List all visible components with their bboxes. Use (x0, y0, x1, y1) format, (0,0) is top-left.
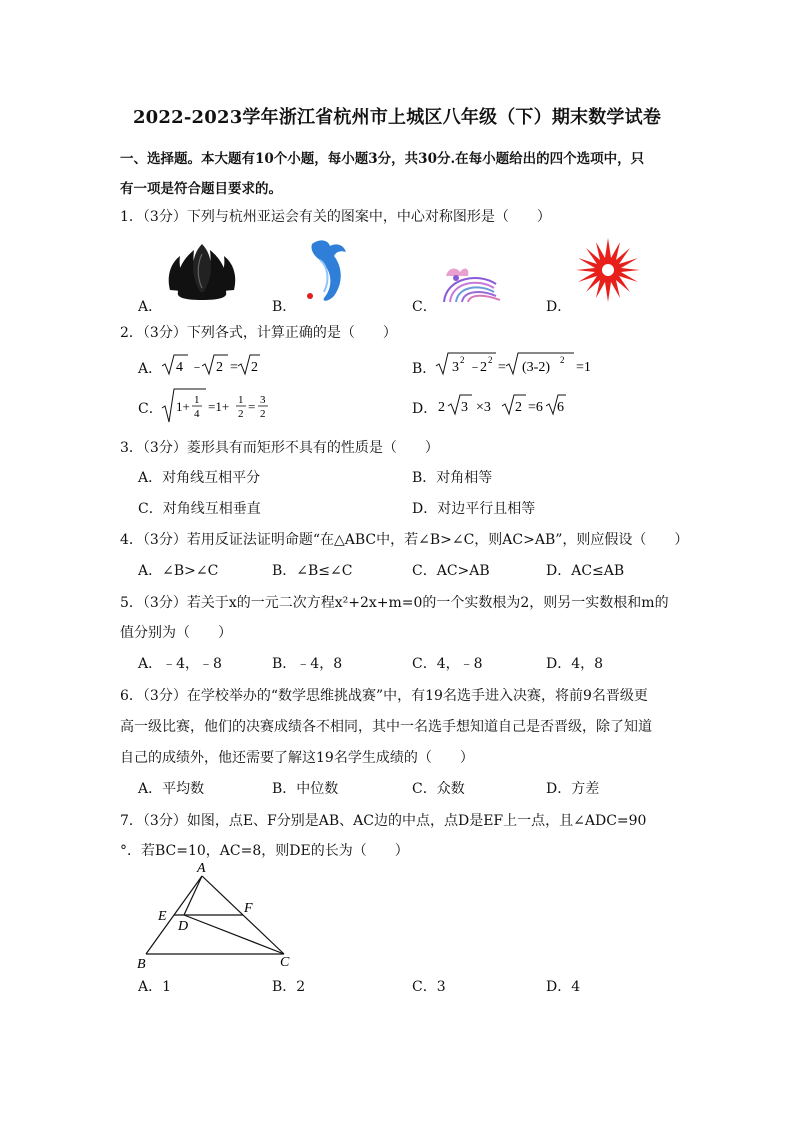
point-label-d: D (178, 919, 189, 934)
section-heading (120, 144, 680, 204)
q2b-paren: (3-2) (522, 360, 550, 375)
q7-option-c: C．3 (412, 979, 446, 995)
q1-option-b-fish-icon (294, 236, 354, 306)
point-label-c: C (280, 955, 290, 970)
svg-text:﹣: ﹣ (468, 360, 482, 375)
section-line-2: 有一项是符合题目要求的。 (120, 181, 282, 197)
q5-stem-line-2: 值分别为（ ） (120, 625, 232, 641)
q2c-frac3-num: 3 (260, 394, 266, 406)
svg-text:=: = (230, 360, 238, 375)
q7-stem-line-2: °．若BC=10，AC=8，则DE的长为（ ） (120, 843, 409, 859)
q2c-frac1-num: 1 (194, 394, 200, 406)
q2b-exp-2: 2 (488, 355, 493, 365)
q1-stem: 1．（3分）下列与杭州亚运会有关的图案中，中心对称图形是（ ） (120, 209, 551, 225)
q7-option-b: B．2 (272, 979, 306, 995)
q2a-radicand-1: 4 (176, 360, 183, 375)
q2-label-c: C． (138, 401, 163, 417)
q5-option-a: A．﹣4，﹣8 (138, 656, 222, 672)
q2c-frac2-den: 2 (238, 408, 244, 420)
q2d-radicand-1: 3 (461, 400, 468, 415)
q6-stem-line-1: 6．（3分）在学校举办的“数学思维挑战赛”中，有19名选手进入决赛，将前9名晋级更 (120, 688, 648, 704)
point-label-f: F (244, 901, 253, 916)
q5-option-b: B．﹣4，8 (272, 656, 343, 672)
q2a-radicand-2: 2 (216, 360, 223, 375)
q2d-radicand-3: 6 (557, 400, 564, 415)
q1-label-a: A． (138, 299, 163, 315)
q5-option-c: C．4，﹣8 (412, 656, 483, 672)
q2b-base-2: 2 (480, 360, 487, 375)
q5-stem-line-1: 5．（3分）若关于x的一元二次方程x²+2x+m=0的一个实数根为2，则另一实数根和m的 (120, 595, 669, 611)
q6-option-b: B．中位数 (272, 781, 339, 797)
q2a-result: 2 (251, 360, 258, 375)
q2-option-b-formula (434, 350, 604, 378)
q6-stem-line-3: 自己的成绩外，他还需要了解这19名学生成绩的（ ） (120, 750, 474, 766)
q7-option-d: D．4 (546, 979, 581, 995)
q2c-frac2-num: 1 (238, 394, 244, 406)
point-label-b: B (137, 957, 146, 972)
q7-option-a: A．1 (138, 979, 172, 995)
q6-stem-line-2: 高一级比赛，他们的决赛成绩各不相同，其中一名选手想知道自己是否晋级，除了知道 (120, 719, 652, 735)
point-label-a: A (197, 862, 206, 876)
q6-option-a: A．平均数 (138, 781, 205, 797)
q2d-eq: =6 (528, 400, 543, 415)
q2b-exp-3: 2 (560, 355, 565, 365)
svg-text:=: = (498, 360, 506, 375)
q2-label-a: A． (138, 361, 163, 377)
q6-option-d: D．方差 (546, 781, 600, 797)
q2d-radicand-2: 2 (515, 400, 522, 415)
q2d-times: ×3 (476, 400, 491, 415)
q3-option-b: B．对角相等 (412, 470, 493, 486)
q1-label-c: C． (412, 299, 437, 315)
q2c-eq: = (248, 399, 256, 414)
q2-option-d-formula (436, 392, 566, 418)
q1-option-c-rainbow-icon (438, 264, 514, 304)
section-line-1: 一、选择题。本大题有10个小题，每小题3分，共30分.在每小题给出的四个选项中，只 (120, 151, 645, 167)
q2c-mid: =1+ (208, 399, 230, 414)
q3-option-c: C．对角线互相垂直 (138, 501, 261, 517)
q2c-frac1-den: 4 (194, 408, 200, 420)
q3-option-d: D．对边平行且相等 (412, 501, 536, 517)
q2-label-b: B． (412, 361, 437, 377)
q2b-result: =1 (576, 360, 591, 375)
q2c-frac3-den: 2 (260, 408, 266, 420)
q4-option-c: C．AC>AB (412, 563, 490, 579)
q2c-one-plus: 1+ (176, 399, 190, 414)
svg-text:﹣: ﹣ (190, 360, 204, 375)
q1-option-d-sun-icon (576, 238, 640, 302)
q2-option-c-formula (160, 386, 280, 426)
q4-option-b: B．∠B≤∠C (272, 563, 353, 579)
q3-stem: 3．（3分）菱形具有而矩形不具有的性质是（ ） (120, 440, 439, 456)
q2b-base-1: 3 (452, 360, 459, 375)
q7-stem-line-1: 7．（3分）如图，点E、F分别是AB、AC边的中点，点D是EF上一点，且∠ADC=90 (120, 813, 647, 829)
page-title: 2022-2023学年浙江省杭州市上城区八年级（下）期末数学试卷 (132, 107, 662, 128)
q2-option-a-formula (160, 352, 260, 378)
point-label-e: E (158, 909, 167, 924)
segment-ad (184, 876, 202, 915)
q1-label-d: D． (546, 299, 572, 315)
q7-triangle-diagram (134, 862, 300, 972)
q1-option-a-lotus-icon (164, 240, 240, 302)
q2-label-d: D． (412, 401, 438, 417)
segment-dc (184, 915, 284, 954)
q1-label-b: B． (272, 299, 297, 315)
q2b-exp-1: 2 (460, 355, 465, 365)
q4-option-d: D．AC≤AB (546, 563, 625, 579)
q4-stem: 4．（3分）若用反证法证明命题“在△ABC中，若∠B>∠C，则AC>AB”，则应假设（ ） (120, 532, 689, 548)
q3-option-a: A．对角线互相平分 (138, 470, 261, 486)
q4-option-a: A．∠B>∠C (138, 563, 219, 579)
q2-stem: 2．（3分）下列各式，计算正确的是（ ） (120, 325, 397, 341)
q5-option-d: D．4，8 (546, 656, 604, 672)
q6-option-c: C．众数 (412, 781, 465, 797)
q2d-coef: 2 (438, 400, 445, 415)
